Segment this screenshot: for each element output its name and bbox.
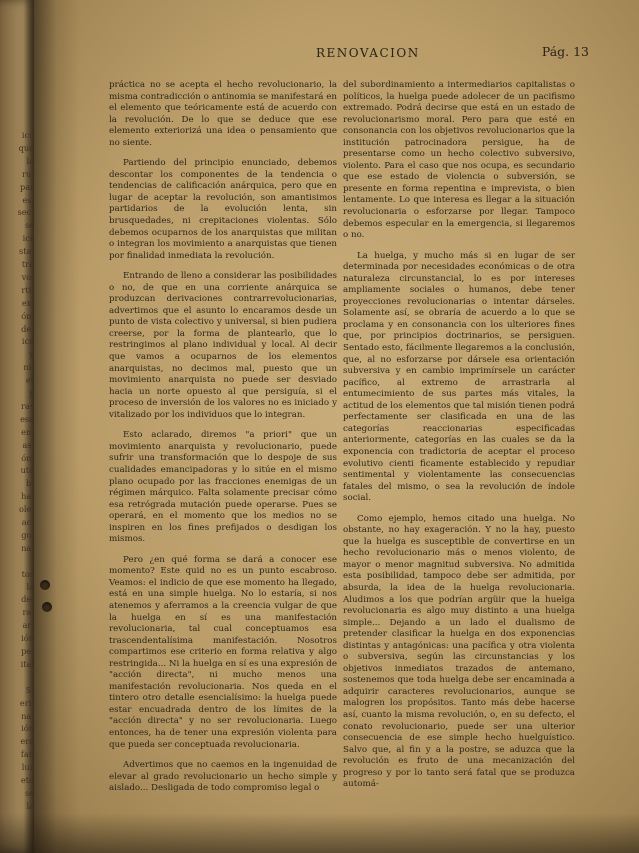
margin-fragment: vo- <box>21 271 34 282</box>
paragraph: práctica no se acepta el hecho revolucionario, la misma contradicción o antinomia se manifestará en el elemento que teóricamente está de acuerdo con la revolución. De lo que se deduce que ese elemento exteriorizá una idea o pensamiento que no siente. <box>109 80 337 148</box>
paragraph: Partiendo del principio enunciado, debemos descontar los componentes de la tendencia o tendencias de calificación anárquica, pero que en lugar de aceptar la revolución, son amantisimos partidarios de la evolución lenta, sin brusquedades, ni crepitaciones violentas. Sólo debemos ocuparnos de los anarquistas que militan o integran los movimiento a anarquistas que tienen por finalidad inmediata la revolución. <box>109 158 337 261</box>
margin-fragment: ión <box>21 633 34 644</box>
margin-fragment: y <box>29 349 34 360</box>
text-column-right <box>343 80 575 800</box>
margin-fragment: en- <box>21 426 34 437</box>
binding-hole <box>42 602 52 612</box>
margin-fragment: tra <box>21 259 34 269</box>
margin-fragment: era <box>20 736 34 747</box>
margin-fragment: de- <box>21 323 34 334</box>
previous-page-edge <box>0 0 34 853</box>
margin-fragment: fan <box>20 749 34 760</box>
paragraph: Pero ¿en qué forma se dará a conocer ese momento? Este quid no es un punto escabroso. Veamos: el indicio de que ese momento ha llegado, está en una simple huelga. No lo estaría, si nos atenemos y aferramos a la creencia vulgar de que la huelga en sí es una manifestación revolucionaria, tal cual conceptuamos esa trascendentalísima manifestación. Nosotros compartimos ese criterio en forma relativa y algo restringida... Ni la huelga en sí es una expresión de "acción directa", ni mucho menos una manifestación revolucionaria. Nos queda en el tintero otro detalle esencialísimo: la huelga puede estar encuadrada dentro de los límites de la "acción directa" y no ser revolucionaria. Luego entonces, ha de tener una expresión violenta para que pueda ser conceptuada revolucionaria. <box>109 554 337 750</box>
margin-fragment: b- <box>25 478 34 489</box>
margin-fragment: et <box>25 375 34 386</box>
paragraph: Como ejemplo, hemos citado una huelga. No obstante, no hay exageración. Y no la hay, puesto que la huelga es susceptible de convertirse en un hecho revolucionario más o menos violento, de mayor o menor magnitud subversiva. No admitida esta posibilidad, tampoco debe ser admitida, por absurda, la idea de la huelga revolucionaria. Aludimos a los que podrían argüir que la huelga revolucionaria es algo muy distinto a una huelga simple... Dejando a un lado el dualismo de pretender clasificar la huelga en dos exponencias distintas y antagónicas: una pacífica y otra violenta o subversiva, según las circunstancias y los objetivos inmediatos trazados de antemano, sostenemos que toda huelga debe ser encaminada a adquirir caracteres revolucionarios, aunque se malogren los propósitos. Tanto más debe hacerse así, cuanto la misma revolución, o, en su defecto, el conato revolucionario, puede ser una ulterior consecuencia de ese simple hecho huelguístico. Salvo que, al fin y a la postre, se aduzca que la revolución es fruto de una mecanización del progreso y por lo tanto será fatal que se produzca automá- <box>343 513 575 790</box>
margin-fragment: eri- <box>19 697 34 708</box>
margin-fragment: se <box>24 220 34 231</box>
margin-fragment: de- <box>21 594 34 605</box>
margin-fragment: ras <box>21 400 34 411</box>
margin-fragment: ute <box>20 465 34 476</box>
margin-fragment: as, <box>22 439 34 450</box>
margin-fragment: ni- <box>23 362 34 373</box>
margin-fragment: ru- <box>22 168 34 179</box>
paragraph: La huelga, y mucho más si en lugar de ser determinada por necesidades económicas o de otra naturaleza circunstancial, lo es por intereses ampliamente sociales o humanos, debe tener proyecciones revolucionarias o intentar dárseles. Solamente así, se obraría de acuerdo a lo que se proclama y en consonancia con los ulteriores fines que, por principios doctrinarios, se persiguen. Sentado esto, fácilmente llegaremos a la conclusión, que, al no esforzarse por dársele esa orientación subversiva y en cambio imprimírsele un carácter pacífico, al extremo de arrastrarla al entumecimiento de sus partes más vitales, la actitud de los elementos que tal misión tienen podrá perfectamente ser clasificada en una de las categorías reaccionarias especificadas anteriormente, categorías en las cuales se da la exponencia con tradictoria de aceptar el proceso evolutivo cienti ficamente establecido y repudiar sentimental y violentamente las consecuencias fatales del mismo, o sea la revolución de índole social. <box>343 250 575 504</box>
margin-fragment: ión <box>21 723 34 734</box>
margin-fragment: ha- <box>21 491 34 502</box>
margin-fragment: par <box>19 181 34 192</box>
margin-fragment: ón, <box>21 310 34 321</box>
text-column-left <box>109 80 337 804</box>
page-header <box>96 42 589 66</box>
margin-fragment: ar- <box>22 620 34 631</box>
paragraph: Advertimos que no caemos en la ingenuidad de elevar al grado revolucionario un hecho simple y aislado... Desligada de todo compromiso legal o <box>109 760 337 794</box>
margin-fragment: y <box>29 388 34 398</box>
margin-fragment: na- <box>21 542 34 553</box>
binding-hole <box>40 580 50 590</box>
margin-fragment: ico <box>21 130 34 140</box>
margin-fragment: Si <box>25 684 34 695</box>
margin-fragment: luz <box>21 762 34 773</box>
margin-fragment: sta, <box>19 246 34 257</box>
margin-fragment: pe- <box>21 646 34 656</box>
margin-fragment: na: <box>21 710 34 721</box>
margin-fragment: la <box>26 800 34 811</box>
margin-fragment: ole, <box>19 504 34 515</box>
running-title: RENOVACION <box>316 46 420 60</box>
margin-fragment: ics <box>22 233 34 244</box>
margin-fragment: sec- <box>17 207 34 218</box>
margin-fragment: ital <box>20 658 34 669</box>
margin-fragment: tos <box>21 568 34 579</box>
margin-fragment: es, <box>22 194 34 205</box>
margin-fragment: la <box>26 155 34 166</box>
margin-fragment: que <box>18 142 34 153</box>
paragraph: Entrando de lleno a considerar las posibilidades o no, de que en una corriente anárquica se produzcan derivaciones contrarrevolucionarias, advertimos que el asunto lo encaramos desde un punto de vista colectivo y universal, si bien pudiera creerse, por la forma de plantearlo, que lo restringimos al plano individual y local. Al decir que vamos a ocuparnos de los elementos anarquistas, no decimos mal, puesto que un movimiento anarquista no puede ser desviado hacia un norte opuesto al que persiguía, si el proceso de inversión de los valores no es iniciado y vitalizado por los individuos que lo integran. <box>109 271 337 420</box>
margin-fragment: esa <box>20 413 34 424</box>
margin-fragment: ex- <box>21 297 34 308</box>
margin-fragment: ra- <box>22 607 34 618</box>
paragraph: del subordinamiento a intermediarios capitalistas o políticos, la huelga puede adolecer de un pacifismo extremado. Podrá decirse que está en un estado de revolucionarismo moral. Pero para que esté en consonancia con los objetivos revolucionarios que la institución patrocinadora persigue, ha de presentarse como un hecho colectivo subversivo, violento. Para el caso que nos ocupa, es secundario que ese estado de violencia o subversión, se presente en forma repentina e imprevista, o bien lentamente. Lo que interesa es llegar a la situación revolucionaria o esforzarse por llegar. Tampoco debemos especular en la emergencia, si llegaremos o no. <box>343 80 575 241</box>
margin-fragment: ica <box>21 336 34 347</box>
paragraph: Esto aclarado, diremos "a priori" que un movimiento anarquista y revolucionario, puede sufrir una transformación que lo despoje de sus cualidades emancipadoras y lo sitúe en el mismo plano ocupado por las fracciones enemigas de un régimen márquico. Falta solamente precisar cómo esa retrógrada mutación puede operarse. Pues se operará, en el momento que los medios no se inspiren en los fines prefijados o desdigan los mismos. <box>109 430 337 545</box>
margin-fragment: la <box>26 581 34 592</box>
margin-fragment: eto <box>20 775 34 785</box>
page-number: Pág. 13 <box>541 44 589 59</box>
page-bottom-shadow <box>0 813 639 853</box>
margin-fragment: go, <box>21 529 34 540</box>
binding-gutter <box>34 0 80 853</box>
margin-fragment: se <box>24 787 34 798</box>
margin-fragment: ac- <box>21 517 34 527</box>
margin-fragment: ón, <box>21 452 34 463</box>
margin-fragment: rti- <box>21 284 34 295</box>
